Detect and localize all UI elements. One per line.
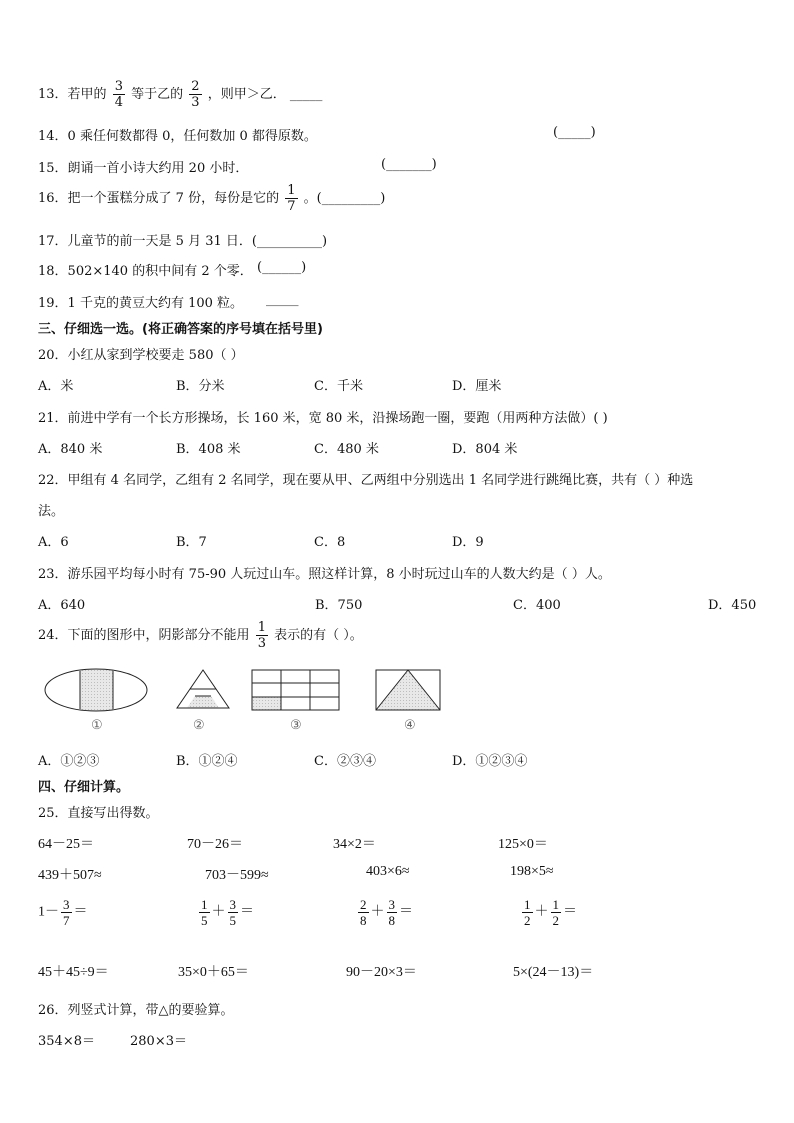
calc-4-1: 45＋45÷9＝ — [38, 965, 109, 980]
q13-fraction-2: $\frac{2}{3}$ — [191, 79, 200, 110]
q24-caption-4: ④ — [404, 717, 416, 732]
calc-4-3: 90－20×3＝ — [346, 965, 417, 980]
q18-answer-blank[interactable]: (______) — [257, 260, 307, 275]
triangle-in-rectangle-figure — [376, 670, 440, 710]
q13-answer-blank[interactable]: _____ — [289, 87, 323, 102]
q23-option-a[interactable]: A．640 — [38, 598, 86, 613]
q23-option-c[interactable]: C．400 — [513, 598, 561, 613]
ellipse-figure — [45, 664, 147, 720]
q26-item-2: 280×3＝ — [130, 1034, 187, 1049]
q14-answer-blank[interactable]: (_____) — [553, 125, 596, 140]
calc-1-4: 125×0＝ — [498, 837, 548, 852]
section-4-heading: 四、仔细计算。 — [38, 780, 130, 795]
question-18: 18．502×140 的积中间有 2 个零． — [38, 264, 253, 279]
q22-option-c[interactable]: C．8 — [314, 535, 346, 550]
q24-option-b[interactable]: B．①②④ — [176, 754, 238, 769]
calc-2-2: 703－599≈ — [205, 868, 269, 883]
q24-option-d[interactable]: D．①②③④ — [452, 754, 528, 769]
q16-fraction: $\frac{1}{7}$ — [287, 183, 296, 214]
calc-3-2: $\frac{1}{5}$ ＋ $\frac{3}{5}$ ＝ — [201, 897, 254, 928]
question-15: 15．朗诵一首小诗大约用 20 小时． — [38, 161, 249, 176]
calc-3-1: 1－ $\frac{3}{7}$ ＝ — [38, 897, 88, 928]
question-17: 17．儿童节的前一天是 5 月 31 日．(__________) — [38, 234, 328, 249]
calc-4-4: 5×(24－13)＝ — [513, 965, 594, 980]
question-20: 20．小红从家到学校要走 580（ ） — [38, 348, 244, 363]
q22-option-b[interactable]: B．7 — [176, 535, 207, 550]
calc-3-4: $\frac{1}{2}$ ＋ $\frac{1}{2}$ ＝ — [524, 897, 577, 928]
grid-rectangle-figure — [252, 670, 339, 710]
triangle-figure — [177, 670, 229, 708]
calc-1-2: 70－26＝ — [187, 837, 243, 852]
question-16: 16．把一个蛋糕分成了 7 份，每份是它的 $\frac{1}{7}$ 。(_________) — [38, 183, 386, 214]
calc-1-3: 34×2＝ — [333, 837, 376, 852]
q24-caption-1: ① — [91, 717, 103, 732]
q23-option-b[interactable]: B．750 — [315, 598, 363, 613]
calc-2-1: 439＋507≈ — [38, 868, 102, 883]
q21-option-a[interactable]: A．840 米 — [38, 442, 103, 457]
q20-option-a[interactable]: A．米 — [38, 379, 74, 394]
q15-answer-blank[interactable]: (_______) — [381, 157, 437, 172]
q23-option-d[interactable]: D．450 — [708, 598, 757, 613]
calc-3-3: $\frac{2}{8}$ ＋ $\frac{3}{8}$ ＝ — [360, 897, 413, 928]
q13-prefix: 13．若甲的 — [38, 87, 107, 102]
calc-1-1: 64－25＝ — [38, 837, 94, 852]
q21-option-b[interactable]: B．408 米 — [176, 442, 241, 457]
q24-caption-2: ② — [193, 717, 205, 732]
calc-4-2: 35×0＋65＝ — [178, 965, 249, 980]
calc-2-3: 403×6≈ — [366, 864, 410, 879]
q20-option-b[interactable]: B．分米 — [176, 379, 225, 394]
q24-option-c[interactable]: C．②③④ — [314, 754, 376, 769]
question-13: 13．若甲的 $\frac{3}{4}$ 等于乙的 $\frac{2}{3}$ ，则甲＞乙． _____ — [38, 79, 323, 110]
question-25: 25．直接写出得数。 — [38, 806, 159, 821]
q20-option-c[interactable]: C．千米 — [314, 379, 363, 394]
q24-caption-3: ③ — [290, 717, 302, 732]
q24-option-a[interactable]: A．①②③ — [38, 754, 100, 769]
question-22-line-2: 法。 — [38, 504, 65, 519]
question-14: 14．0 乘任何数都得 0，任何数加 0 都得原数。 — [38, 129, 317, 144]
q26-item-1: 354×8＝ — [38, 1034, 95, 1049]
calc-2-4: 198×5≈ — [510, 864, 554, 879]
section-3-heading: 三、仔细选一选。(将正确答案的序号填在括号里) — [38, 322, 323, 337]
q20-option-d[interactable]: D．厘米 — [452, 379, 502, 394]
q22-option-a[interactable]: A．6 — [38, 535, 69, 550]
question-24: 24．下面的图形中，阴影部分不能用 $\frac{1}{3}$ 表示的有（ ）。 — [38, 620, 363, 651]
q21-option-d[interactable]: D．804 米 — [452, 442, 518, 457]
q24-figures — [40, 664, 460, 720]
q22-option-d[interactable]: D．9 — [452, 535, 484, 550]
question-21: 21．前进中学有一个长方形操场，长 160 米，宽 80 米，沿操场跑一圈，要跑（用两种方法做）( ) — [38, 411, 608, 426]
question-26: 26．列竖式计算，带△的要验算。 — [38, 1003, 234, 1018]
q19-answer-blank[interactable]: _____ — [266, 292, 299, 307]
question-19: 19．1 千克的黄豆大约有 100 粒。 — [38, 296, 244, 311]
question-23: 23．游乐园平均每小时有 75-90 人玩过山车。照这样计算，8 小时玩过山车的人数大约是（ ）人。 — [38, 567, 611, 582]
q13-fraction-1: $\frac{3}{4}$ — [114, 79, 123, 110]
question-22-line-1: 22．甲组有 4 名同学，乙组有 2 名同学，现在要从甲、乙两组中分别选出 1 名同学进行跳绳比赛，共有（ ）种选 — [38, 473, 694, 488]
q21-option-c[interactable]: C．480 米 — [314, 442, 379, 457]
q24-fraction: $\frac{1}{3}$ — [257, 620, 266, 651]
